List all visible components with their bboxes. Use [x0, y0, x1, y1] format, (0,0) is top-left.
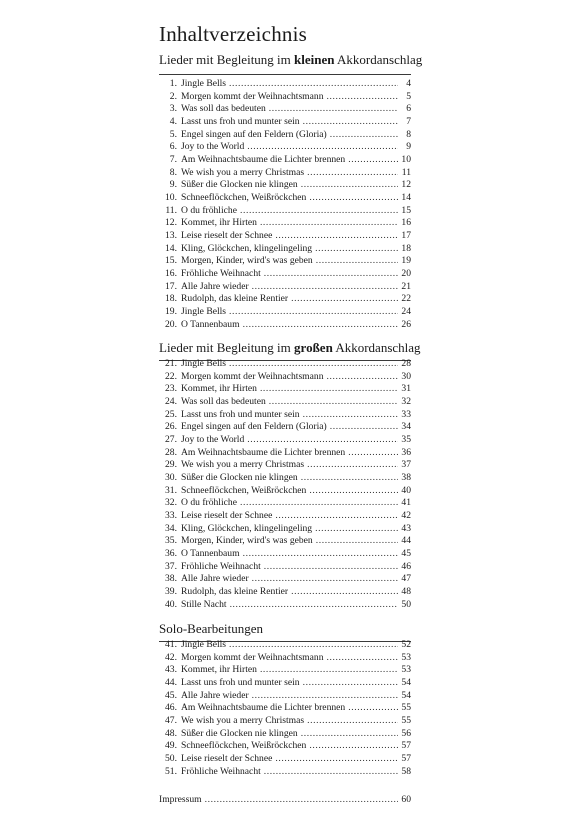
toc-entry-page: 40	[401, 484, 411, 496]
leader-dots	[275, 510, 398, 523]
toc-entry[interactable]	[159, 702, 411, 715]
toc-entry-page: 52	[401, 639, 411, 650]
toc-entry-page: 22	[401, 293, 411, 305]
toc-entry-number: 34.	[165, 522, 177, 534]
toc-entry-title: We wish you a merry Christmas	[181, 715, 305, 727]
toc-entry-number: 28.	[165, 446, 177, 458]
toc-entry-number: 38.	[165, 573, 177, 585]
toc-entry-title: Süßer die Glocken nie klingen	[181, 727, 298, 739]
toc-entry[interactable]	[159, 421, 411, 434]
toc-entry[interactable]	[159, 715, 411, 728]
toc-entry[interactable]	[159, 129, 411, 142]
leader-dots	[269, 103, 398, 116]
toc-entry-page: 42	[401, 510, 411, 522]
toc-entry-page: 55	[401, 702, 411, 714]
toc-entry-number: 31.	[165, 484, 177, 496]
toc-entry[interactable]	[159, 766, 411, 779]
leader-dots	[252, 690, 398, 703]
leader-dots	[303, 409, 398, 422]
toc-entry-title: Süßer die Glocken nie klingen	[181, 472, 298, 484]
leader-dots	[315, 523, 398, 536]
toc-entry-title: Am Weihnachtsbaume die Lichter brennen	[181, 702, 346, 714]
leader-dots	[260, 217, 398, 230]
toc-entry-number: 39.	[165, 586, 177, 598]
toc-entry-title: Fröhliche Weihnacht	[181, 765, 261, 777]
toc-entry-page: 46	[401, 560, 411, 572]
toc-entry-title: Alle Jahre wieder	[181, 280, 249, 292]
leader-dots	[327, 91, 399, 104]
toc-entry[interactable]	[159, 548, 411, 561]
toc-entry[interactable]	[159, 293, 411, 306]
toc-entry-title: We wish you a merry Christmas	[181, 459, 305, 471]
toc-entry[interactable]	[159, 664, 411, 677]
leader-dots	[264, 766, 398, 779]
toc-entry-page: 12	[401, 179, 411, 191]
toc-entry-number: 48.	[165, 727, 177, 739]
toc-entry-title: Leise rieselt der Schnee	[181, 753, 273, 765]
toc-entry[interactable]	[159, 561, 411, 574]
toc-entry-number: 50.	[165, 753, 177, 765]
toc-entry-title: Süßer die Glocken nie klingen	[181, 179, 298, 191]
toc-entry-page: 21	[401, 280, 411, 292]
page-title: Inhaltverzeichnis	[159, 22, 308, 46]
toc-entry-title: Jingle Bells	[181, 639, 227, 650]
toc-entry[interactable]	[159, 141, 411, 154]
toc-entry-page: 30	[401, 370, 411, 382]
toc-entry-title: Engel singen auf den Feldern (Gloria)	[181, 128, 327, 140]
leader-dots	[330, 421, 398, 434]
toc-entry-title: Jingle Bells	[181, 78, 227, 89]
toc-entry-title: Kommet, ihr Hirten	[181, 383, 257, 395]
toc-entry[interactable]	[159, 485, 411, 498]
toc-entry-number: 12.	[165, 217, 177, 229]
leader-dots	[301, 728, 398, 741]
toc-entry[interactable]	[159, 91, 411, 104]
toc-entry-number: 49.	[165, 740, 177, 752]
toc-entry-page: 56	[401, 727, 411, 739]
toc-entry-title: O du fröhliche	[181, 204, 237, 216]
toc-entry-title: O Tannenbaum	[181, 548, 240, 560]
toc-entry-page: 10	[401, 154, 411, 166]
toc-entry[interactable]	[159, 523, 411, 536]
toc-entry[interactable]	[159, 205, 411, 218]
toc-entry[interactable]	[159, 459, 411, 472]
toc-entry-number: 9.	[169, 179, 177, 191]
toc-entry-page: 50	[401, 598, 411, 610]
toc-entry-title: Fröhliche Weihnacht	[181, 268, 261, 280]
toc-entry-page: 41	[401, 497, 411, 509]
toc-entry-number: 30.	[165, 472, 177, 484]
toc-entry[interactable]	[159, 319, 411, 332]
toc-entry-page: 7	[406, 116, 411, 128]
toc-entry-page: 15	[401, 204, 411, 216]
toc-entry[interactable]	[159, 154, 411, 167]
leader-dots	[307, 459, 398, 472]
toc-entry-page: 8	[406, 128, 411, 140]
leader-dots	[309, 192, 398, 205]
toc-entry[interactable]	[159, 497, 411, 510]
toc-entry-page: 6	[406, 103, 411, 115]
toc-entry[interactable]	[159, 78, 411, 91]
leader-dots	[275, 230, 398, 243]
toc-entry[interactable]	[159, 103, 411, 116]
toc-entry-title: Schneeflöckchen, Weißröckchen	[181, 192, 307, 204]
toc-entry-page: 16	[401, 217, 411, 229]
toc-entry-number: 23.	[165, 383, 177, 395]
heading-text: Solo-Bearbeitungen	[159, 621, 263, 636]
toc-entry-page: 53	[401, 651, 411, 663]
toc-entry-number: 35.	[165, 535, 177, 547]
toc-entry-title: Kommet, ihr Hirten	[181, 217, 257, 229]
toc-entry[interactable]	[159, 599, 411, 612]
toc-entry[interactable]	[159, 652, 411, 665]
toc-entry[interactable]	[159, 586, 411, 599]
leader-dots	[240, 205, 398, 218]
toc-entry-number: 33.	[165, 510, 177, 522]
toc-entry[interactable]	[159, 728, 411, 741]
toc-entry-impressum[interactable]	[159, 794, 411, 807]
toc-entry-number: 27.	[165, 434, 177, 446]
toc-entry-title: Kling, Glöckchen, klingelingeling	[181, 242, 313, 254]
toc-entry-number: 6.	[169, 141, 177, 153]
toc-entry-title: Kommet, ihr Hirten	[181, 664, 257, 676]
leader-dots	[229, 78, 398, 91]
toc-entry-page: 58	[401, 765, 411, 777]
toc-entry-number: 16.	[165, 268, 177, 280]
toc-entry-number: 32.	[165, 497, 177, 509]
toc-entry-title: Impressum	[159, 794, 202, 805]
toc-entry-title: Kling, Glöckchen, klingelingeling	[181, 522, 313, 534]
toc-entry-page: 53	[401, 664, 411, 676]
toc-entry-title: Morgen kommt der Weihnachtsmann	[181, 651, 324, 663]
leader-dots	[243, 319, 398, 332]
toc-entry[interactable]	[159, 535, 411, 548]
toc-entry-page: 28	[401, 358, 411, 369]
toc-entry-page: 54	[401, 677, 411, 689]
toc-entry-number: 17.	[165, 280, 177, 292]
toc-entry-number: 20.	[165, 318, 177, 330]
toc-entry-title: We wish you a merry Christmas	[181, 166, 305, 178]
leader-dots	[260, 664, 398, 677]
toc-entry-number: 11.	[165, 204, 177, 216]
heading-text: Akkordanschlag	[332, 340, 421, 355]
toc-entry[interactable]	[159, 192, 411, 205]
toc-entry[interactable]	[159, 447, 411, 460]
toc-entry-number: 3.	[169, 103, 177, 115]
toc-entry-page: 26	[401, 318, 411, 330]
toc-entry-number: 43.	[165, 664, 177, 676]
leader-dots	[348, 702, 398, 715]
toc-entry-number: 51.	[165, 765, 177, 777]
toc-entry[interactable]	[159, 306, 411, 319]
toc-entry-page: 45	[401, 548, 411, 560]
leader-dots	[275, 753, 398, 766]
toc-entry-title: Joy to the World	[181, 434, 245, 446]
toc-entry-number: 44.	[165, 677, 177, 689]
toc-entry-title: Morgen, Kinder, wird's was geben	[181, 255, 313, 267]
leader-dots	[316, 255, 398, 268]
toc-entry-page: 55	[401, 715, 411, 727]
toc-entry[interactable]	[159, 409, 411, 422]
toc-entry[interactable]	[159, 179, 411, 192]
toc-entry-page: 32	[401, 396, 411, 408]
toc-entry[interactable]	[159, 116, 411, 129]
toc-entry-number: 42.	[165, 651, 177, 663]
toc-entry[interactable]	[159, 167, 411, 180]
toc-entry[interactable]	[159, 255, 411, 268]
toc-entry-title: Lasst uns froh und munter sein	[181, 408, 300, 420]
toc-entry[interactable]	[159, 690, 411, 703]
toc-entry[interactable]	[159, 510, 411, 523]
section-heading-small-chords	[159, 52, 422, 68]
toc-entry-number: 10.	[165, 192, 177, 204]
leader-dots	[252, 573, 398, 586]
toc-entry-title: Was soll das bedeuten	[181, 396, 266, 408]
leader-dots	[260, 383, 398, 396]
toc-entry-number: 40.	[165, 598, 177, 610]
leader-dots	[327, 371, 399, 384]
toc-list-solo	[159, 639, 411, 778]
toc-entry-page: 44	[401, 535, 411, 547]
leader-dots	[230, 599, 398, 612]
toc-entry-title: Fröhliche Weihnacht	[181, 560, 261, 572]
toc-entry[interactable]	[159, 677, 411, 690]
leader-dots	[229, 639, 398, 652]
leader-dots	[240, 497, 398, 510]
toc-entry-title: Am Weihnachtsbaume die Lichter brennen	[181, 446, 346, 458]
toc-entry-number: 46.	[165, 702, 177, 714]
heading-text: Lieder mit Begleitung im	[159, 340, 295, 355]
toc-entry-page: 17	[401, 230, 411, 242]
leader-dots	[327, 652, 399, 665]
toc-entry-number: 24.	[165, 396, 177, 408]
toc-entry-title: Leise rieselt der Schnee	[181, 510, 273, 522]
toc-entry-number: 19.	[165, 306, 177, 318]
toc-entry-page: 35	[401, 434, 411, 446]
leader-dots	[307, 715, 398, 728]
toc-entry-number: 7.	[169, 154, 177, 166]
heading-emphasis: kleinen	[294, 52, 335, 67]
leader-dots	[348, 447, 398, 460]
toc-entry-title: Morgen, Kinder, wird's was geben	[181, 535, 313, 547]
leader-dots	[269, 396, 398, 409]
toc-entry-number: 41.	[165, 639, 177, 650]
leader-dots	[303, 677, 398, 690]
leader-dots	[330, 129, 398, 142]
toc-entry-page: 4	[406, 78, 411, 89]
toc-entry-number: 26.	[165, 421, 177, 433]
toc-list-large-chords	[159, 358, 411, 611]
toc-entry-page: 57	[401, 753, 411, 765]
toc-entry[interactable]	[159, 383, 411, 396]
leader-dots	[307, 167, 398, 180]
leader-dots	[301, 179, 398, 192]
toc-entry[interactable]	[159, 358, 411, 371]
toc-entry[interactable]	[159, 243, 411, 256]
toc-entry-page: 9	[406, 141, 411, 153]
toc-entry-page: 34	[401, 421, 411, 433]
leader-dots	[247, 434, 398, 447]
section-heading-large-chords	[159, 340, 421, 356]
toc-entry-page: 43	[401, 522, 411, 534]
leader-dots	[243, 548, 398, 561]
footer-entry	[159, 794, 411, 807]
toc-entry[interactable]	[159, 472, 411, 485]
toc-entry-title: Schneeflöckchen, Weißröckchen	[181, 740, 307, 752]
leader-dots	[301, 472, 398, 485]
toc-entry-page: 38	[401, 472, 411, 484]
toc-entry[interactable]	[159, 230, 411, 243]
toc-entry-number: 21.	[165, 358, 177, 369]
toc-entry-page: 57	[401, 740, 411, 752]
toc-entry[interactable]	[159, 639, 411, 652]
toc-entry-title: O du fröhliche	[181, 497, 237, 509]
toc-entry-title: Joy to the World	[181, 141, 245, 153]
toc-entry-title: Morgen kommt der Weihnachtsmann	[181, 90, 324, 102]
heading-emphasis: großen	[294, 340, 333, 355]
toc-entry-number: 36.	[165, 548, 177, 560]
section-divider	[159, 74, 411, 75]
heading-text: Akkordanschlag	[334, 52, 423, 67]
toc-list-small-chords	[159, 78, 411, 331]
toc-entry[interactable]	[159, 573, 411, 586]
toc-entry-page: 14	[401, 192, 411, 204]
toc-entry-title: Rudolph, das kleine Rentier	[181, 293, 289, 305]
toc-entry-number: 5.	[169, 128, 177, 140]
toc-entry-number: 45.	[165, 689, 177, 701]
toc-entry-number: 18.	[165, 293, 177, 305]
toc-entry-title: Stille Nacht	[181, 598, 227, 610]
leader-dots	[291, 293, 398, 306]
toc-entry-title: Lasst uns froh und munter sein	[181, 116, 300, 128]
toc-entry-number: 14.	[165, 242, 177, 254]
leader-dots	[229, 358, 398, 371]
leader-dots	[315, 243, 398, 256]
leader-dots	[316, 535, 398, 548]
section-heading-solo	[159, 621, 263, 637]
toc-entry[interactable]	[159, 434, 411, 447]
toc-entry[interactable]	[159, 371, 411, 384]
toc-entry-number: 47.	[165, 715, 177, 727]
leader-dots	[309, 740, 398, 753]
toc-entry-number: 8.	[169, 166, 177, 178]
toc-entry-title: Engel singen auf den Feldern (Gloria)	[181, 421, 327, 433]
toc-entry[interactable]	[159, 753, 411, 766]
toc-entry-page: 31	[401, 383, 411, 395]
toc-entry-page: 36	[401, 446, 411, 458]
toc-entry-title: Jingle Bells	[181, 358, 227, 369]
toc-entry-page: 33	[401, 408, 411, 420]
toc-entry-page: 37	[401, 459, 411, 471]
toc-entry-number: 15.	[165, 255, 177, 267]
toc-entry[interactable]	[159, 396, 411, 409]
leader-dots	[309, 485, 398, 498]
toc-entry-page: 19	[401, 255, 411, 267]
toc-entry-title: Morgen kommt der Weihnachtsmann	[181, 370, 324, 382]
leader-dots	[264, 268, 398, 281]
toc-entry-number: 4.	[169, 116, 177, 128]
leader-dots	[291, 586, 398, 599]
toc-entry-page: 20	[401, 268, 411, 280]
toc-entry[interactable]	[159, 281, 411, 294]
toc-entry-title: Lasst uns froh und munter sein	[181, 677, 300, 689]
toc-entry-number: 1.	[169, 78, 177, 89]
toc-entry[interactable]	[159, 217, 411, 230]
toc-entry-title: Leise rieselt der Schnee	[181, 230, 273, 242]
toc-entry-page: 48	[401, 586, 411, 598]
toc-entry-number: 37.	[165, 560, 177, 572]
toc-entry-page: 54	[401, 689, 411, 701]
leader-dots	[247, 141, 398, 154]
toc-entry-title: O Tannenbaum	[181, 318, 240, 330]
toc-entry-title: Was soll das bedeuten	[181, 103, 266, 115]
toc-entry-page: 11	[401, 166, 411, 178]
toc-entry-page: 24	[401, 306, 411, 318]
leader-dots	[252, 281, 398, 294]
leader-dots	[303, 116, 398, 129]
toc-entry[interactable]	[159, 268, 411, 281]
leader-dots	[205, 794, 398, 807]
toc-entry-page: 47	[401, 573, 411, 585]
toc-entry[interactable]	[159, 740, 411, 753]
toc-entry-page: 5	[406, 90, 411, 102]
leader-dots	[264, 561, 398, 574]
toc-entry-number: 22.	[165, 370, 177, 382]
toc-entry-title: Jingle Bells	[181, 306, 227, 318]
toc-entry-title: Alle Jahre wieder	[181, 573, 249, 585]
leader-dots	[348, 154, 398, 167]
toc-entry-page: 18	[401, 242, 411, 254]
leader-dots	[229, 306, 398, 319]
toc-entry-title: Alle Jahre wieder	[181, 689, 249, 701]
toc-entry-title: Am Weihnachtsbaume die Lichter brennen	[181, 154, 346, 166]
toc-entry-title: Schneeflöckchen, Weißröckchen	[181, 484, 307, 496]
toc-entry-title: Rudolph, das kleine Rentier	[181, 586, 289, 598]
toc-entry-number: 25.	[165, 408, 177, 420]
toc-entry-number: 13.	[165, 230, 177, 242]
toc-entry-number: 2.	[169, 90, 177, 102]
toc-entry-page: 60	[401, 794, 411, 805]
toc-entry-number: 29.	[165, 459, 177, 471]
heading-text: Lieder mit Begleitung im	[159, 52, 295, 67]
